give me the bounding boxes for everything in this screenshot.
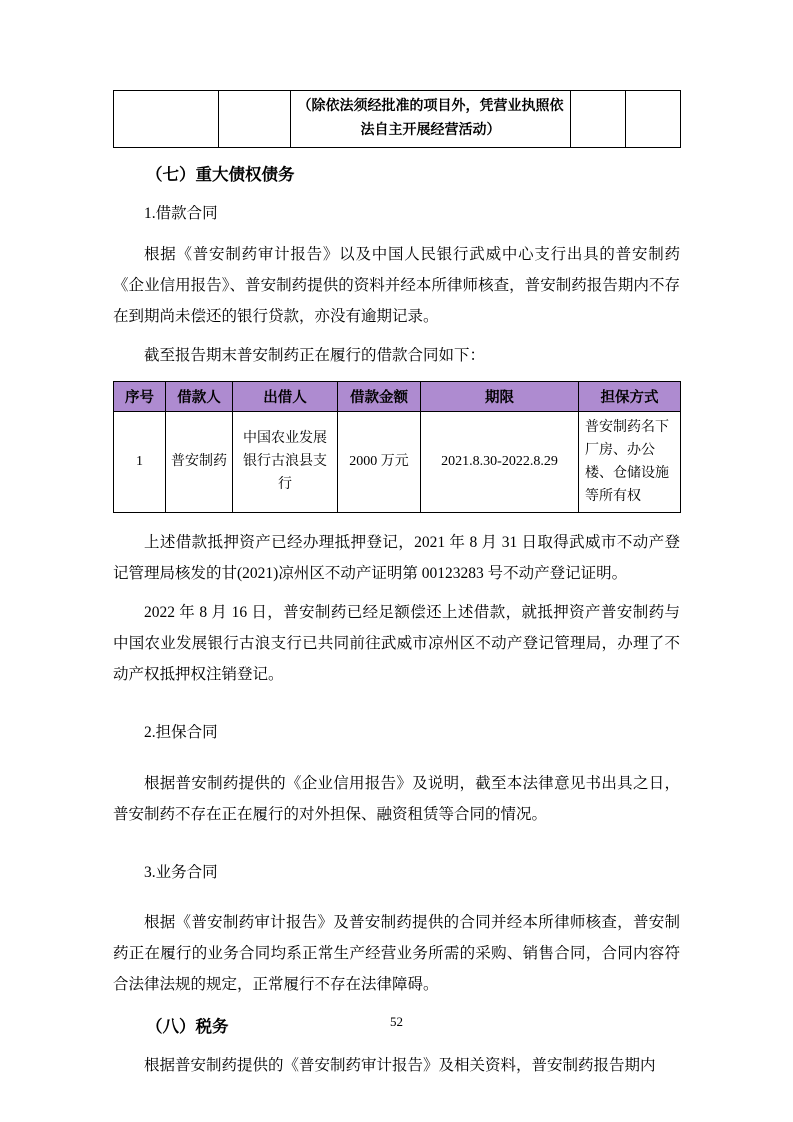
table-row	[114, 91, 681, 148]
business-scope-text: （除依法须经批准的项目外，凭营业执照依法自主开展经营活动）	[291, 91, 571, 148]
page-number: 52	[390, 1014, 403, 1029]
column-header-term: 期限	[421, 381, 579, 411]
section-heading-7: （七）重大债权债务	[146, 164, 295, 184]
empty-cell	[626, 91, 681, 148]
table-row	[114, 411, 681, 512]
paragraph-loan-table-intro: 截至报告期末普安制药正在履行的借款合同如下：	[144, 346, 486, 364]
empty-cell	[114, 91, 219, 148]
cell-seq: 1	[114, 411, 166, 512]
cell-guarantee: 普安制药名下厂房、办公楼、仓储设施等所有权	[579, 411, 681, 512]
cell-term: 2021.8.30-2022.8.29	[421, 411, 579, 512]
column-header-amount: 借款金额	[338, 381, 421, 411]
paragraph-tax-intro: 根据普安制药提供的《普安制药审计报告》及相关资料，普安制药报告期内	[144, 1056, 656, 1074]
subsection-title-business-contract: 3.业务合同	[144, 863, 218, 881]
paragraph-loan-repayment: 2022 年 8 月 16 日，普安制药已经足额偿还上述借款，就抵押资产普安制药与中国农业发展银行古浪支行已共同前往武威市凉州区不动产登记管理局，办理了不动产权抵押权注销登记。	[113, 604, 680, 684]
paragraph-mortgage-registration: 上述借款抵押资产已经办理抵押登记，2021 年 8 月 31 日取得武威市不动产登记管理局核发的甘(2021)凉州区不动产证明第 00123283 号不动产登记证明。	[113, 534, 680, 583]
section-heading-8: （八）税务	[146, 1016, 229, 1036]
column-header-guarantee: 担保方式	[579, 381, 681, 411]
column-header-lender: 出借人	[233, 381, 338, 411]
column-header-seq: 序号	[114, 381, 166, 411]
cell-borrower: 普安制药	[166, 411, 233, 512]
cell-amount: 2000 万元	[338, 411, 421, 512]
paragraph-loan-overview: 根据《普安制药审计报告》以及中国人民银行武威中心支行出具的普安制药《企业信用报告》、普安制药提供的资料并经本所律师核查，普安制药报告期内不存在到期尚未偿还的银行贷款，亦没有逾期记录。	[113, 245, 680, 325]
column-header-borrower: 借款人	[166, 381, 233, 411]
paragraph-business-contracts: 根据《普安制药审计报告》及普安制药提供的合同并经本所律师核查，普安制药正在履行的业务合同均系正常生产经营业务所需的采购、销售合同，合同内容符合法律法规的规定，正常履行不存在法律障碍。	[113, 913, 680, 993]
empty-cell	[571, 91, 626, 148]
paragraph-guarantee-status: 根据普安制药提供的《企业信用报告》及说明，截至本法律意见书出具之日，普安制药不存在正在履行的对外担保、融资租赁等合同的情况。	[113, 774, 680, 823]
subsection-title-guarantee-contract: 2.担保合同	[144, 724, 218, 742]
loan-contracts-table	[113, 381, 681, 513]
cell-lender: 中国农业发展银行古浪县支行	[233, 411, 338, 512]
table-header-row	[114, 381, 681, 411]
subsection-title-loan-contract: 1.借款合同	[144, 205, 218, 223]
empty-cell	[219, 91, 291, 148]
business-scope-table-continued	[113, 90, 681, 148]
